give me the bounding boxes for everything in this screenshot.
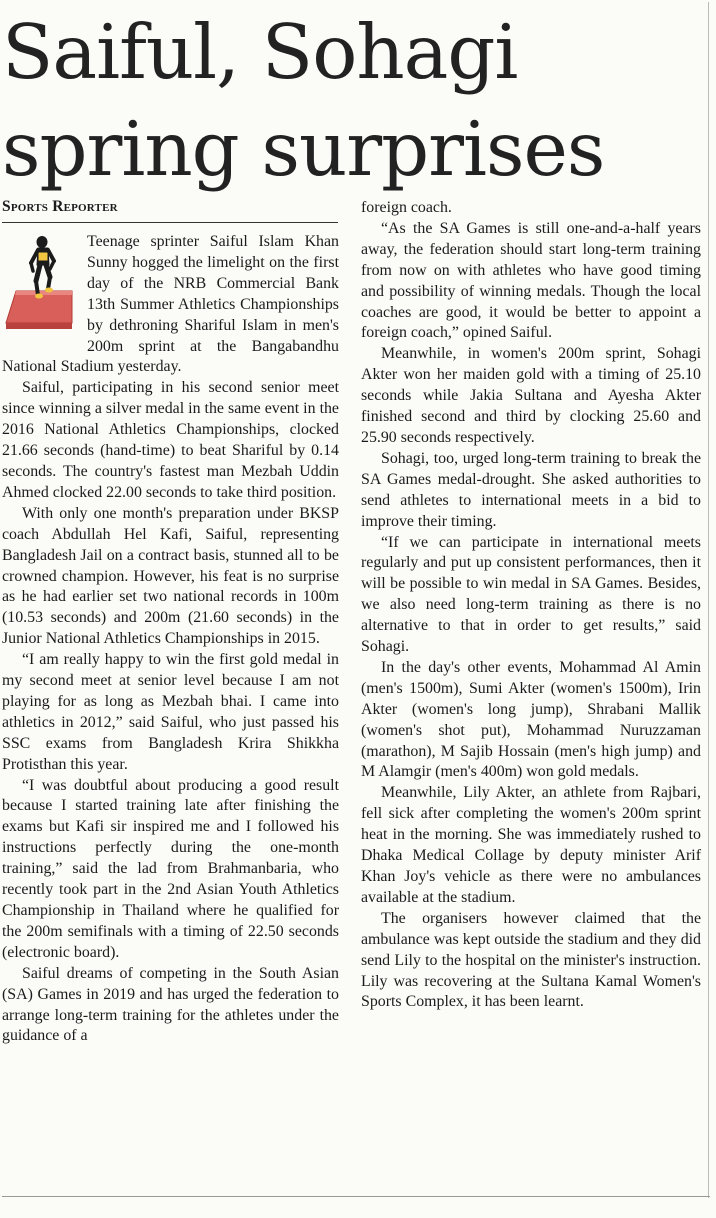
paragraph: “I am really happy to win the first gold medal in my second meet at senior level because I am not playing for as long as Mezbah bhai. I came into athletics in 2012,” said Saiful, who just passed his SSC exams from Bangladesh Krira Shikkha Protisthan this year.: [2, 651, 339, 773]
paragraph: Meanwhile, in women's 200m sprint, Sohagi Akter won her maiden gold with a timing of 25.10 seconds while Jakia Sultana and Ayesha Akter finished second and third by clocking 25.60 and 25.90 seconds respectively.: [361, 345, 701, 446]
paragraph: The organisers however claimed that the ambulance was kept outside the stadium and they did send Lily to the hospital on the minister's instruction. Lily was recovering at the Sultana Kamal Women's Sports Complex, it has been learnt.: [361, 909, 701, 1011]
paragraph: Saiful, participating in his second senior meet since winning a silver medal in the same event in the 2016 National Athletics Championships, clocked 21.66 seconds (hand-time) to beat Shariful by 0.14 seconds. The country's fastest man Mezbah Uddin Ahmed clocked 22.00 seconds to take third position.: [2, 379, 339, 501]
paragraph: foreign coach.: [361, 199, 452, 216]
runner-figure: [31, 237, 54, 299]
paragraph: Teenage sprinter Saiful Islam Khan Sunny hogged the limelight on the first day of the NRB Commercial Bank 13th Summer Athletics Championships by dethroning Shariful Islam in men's 200m sprint at the Bangabandhu National Stadium yesterday.: [2, 233, 339, 376]
byline: [2, 198, 338, 223]
article-column-2: [361, 198, 701, 1013]
paragraph: “If we can participate in international meets regularly and put up consistent performances, then it will be possible to win medal in SA Games. Besides, we also need long-term training as there is no alternative to that in order to get results,” said Sohagi.: [361, 533, 701, 656]
byline-desk: Sports: [2, 198, 49, 215]
paragraph: Sohagi, too, urged long-term training to break the SA Games medal-drought. She asked authorities to send athletes to international meets in a bid to improve their timing.: [361, 449, 701, 530]
paragraph: Saiful dreams of competing in the South Asian (SA) Games in 2019 and has urged the federation to arrange long-term training for the athletes under the guidance of a: [2, 964, 339, 1045]
byline-role: Reporter: [52, 198, 118, 215]
paragraph: In the day's other events, Mohammad Al Amin (men's 1500m), Sumi Akter (women's 1500m), Irin Akter (women's long jump), Shrabani Mallik (women's shot put), Mohammad Nuruzzaman (marathon), M Sajib Hossain (men's high jump) and M Alamgir (men's 400m) won gold medals.: [361, 658, 701, 781]
paragraph: With only one month's preparation under BKSP coach Abdullah Hel Kafi, Saiful, representing Bangladesh Jail on a contract basis, stunned all to be crowned champion. However, his feat is no surprise as he had earlier set two national records in 100m (10.53 seconds) and 200m (21.60 seconds) in the Junior National Athletics Championships in 2015.: [2, 504, 339, 648]
article-column-1: [2, 232, 339, 1047]
paragraph: “As the SA Games is still one-and-a-half years away, the federation should start long-term training from now on with athletes who have good timing and possibility of winning medals. Though the local coaches are good, it would be better to appoint a foreign coach,” opined Saiful.: [361, 219, 701, 342]
paragraph: Meanwhile, Lily Akter, an athlete from Rajbari, fell sick after completing the women's 200m sprint heat in the morning. She was immediately rushed to Dhaka Medical Collage by deputy minister Arif Khan Joy's vehicle as there were no ambulances available at the stadium.: [361, 784, 701, 906]
paragraph: “I was doubtful about producing a good result because I started training late after finishing the exams but Kafi sir inspired me and I followed his instructions perfectly during the one-month training,” said the lad from Brahmanbaria, who recently took part in the 2nd Asian Youth Athletics Championship in Thailand where he qualified for the 200m semifinals with a timing of 22.50 seconds (electronic board).: [2, 776, 339, 961]
page-bottom-rule: [2, 1196, 710, 1197]
sprinter-photo-icon: [2, 235, 78, 341]
headline: Saiful, Sohagi spring surprises: [2, 8, 605, 193]
